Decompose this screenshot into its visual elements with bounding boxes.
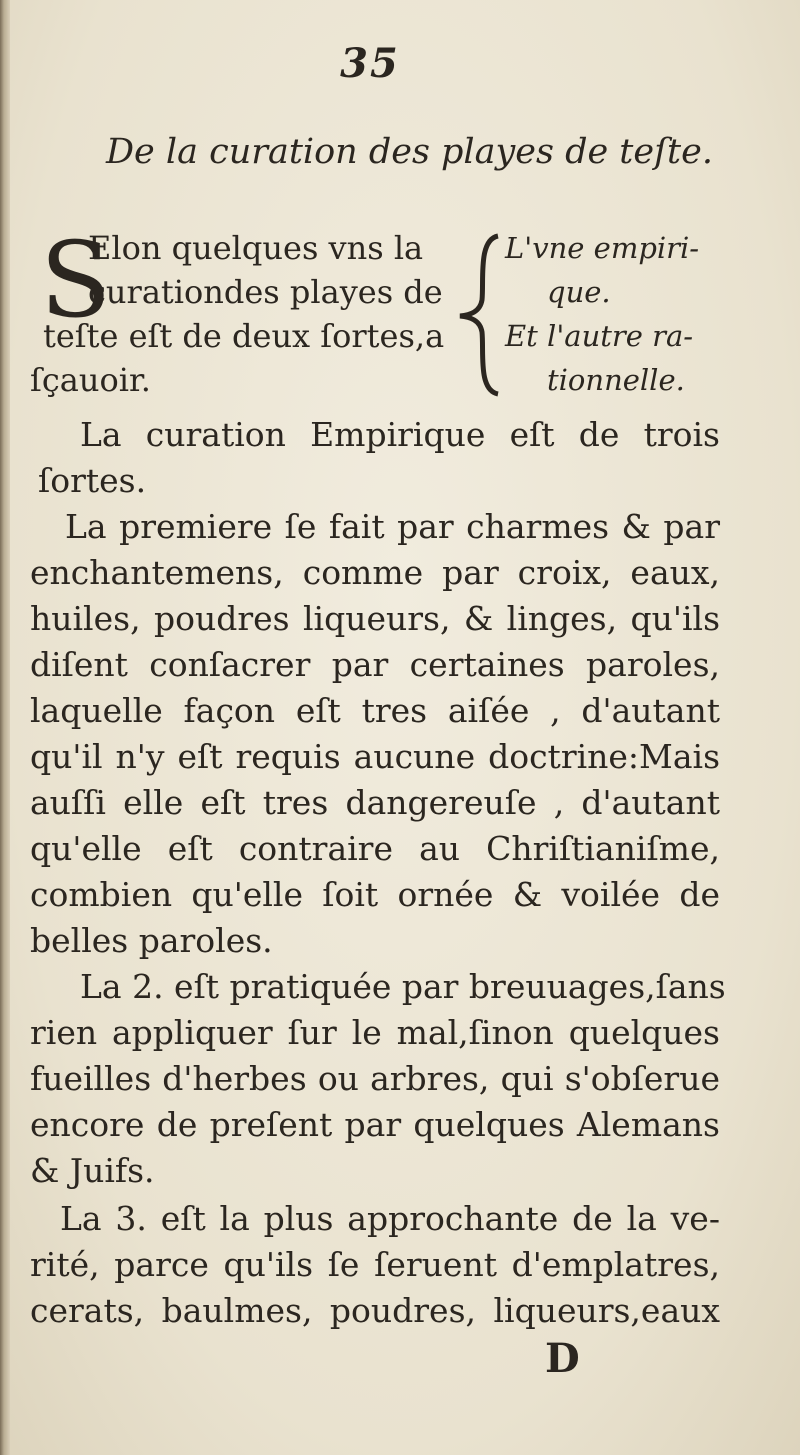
text-line: diſent conſacrer par certaines paroles, xyxy=(30,645,720,684)
text-line: encore de preſent par quelques Alemans xyxy=(30,1105,720,1144)
text-line: ſortes. xyxy=(38,461,147,500)
option-line: tionnelle. xyxy=(547,363,685,397)
drop-cap: S xyxy=(40,219,112,341)
text-line: fueilles d'herbes ou arbres, qui s'obſerue xyxy=(30,1059,720,1098)
text-line: & Juifs. xyxy=(30,1151,155,1190)
intro-line: ſçauoir. xyxy=(30,361,151,399)
text-line: cerats, baulmes, poudres, liqueurs,eaux xyxy=(30,1291,720,1330)
curly-brace-icon xyxy=(452,230,508,400)
text-line: qu'elle eſt contraire au Chriſtianiſme, xyxy=(30,829,720,868)
paragraph-1 xyxy=(30,412,720,504)
page-number: 35 xyxy=(340,40,400,87)
intro-line: curationdes playes de xyxy=(88,273,443,311)
chapter-heading: De la curation des playes de teſte. xyxy=(106,132,713,172)
text-line: rité, parce qu'ils ſe ſeruent d'emplatres, xyxy=(30,1245,720,1284)
text-line: auſſi elle eſt tres dangereuſe , d'autant xyxy=(30,783,720,822)
intro-line: Elon quelques vns la xyxy=(88,229,424,267)
signature-mark: D xyxy=(545,1335,580,1382)
paragraph-3 xyxy=(30,964,726,1194)
text-line: combien qu'elle ſoit ornée & voilée de xyxy=(30,875,720,914)
text-line: La 3. eſt la plus approchante de la ve- xyxy=(60,1199,720,1238)
text-line: rien appliquer ſur le mal,ſinon quelques xyxy=(30,1013,720,1052)
text-line: La premiere ſe fait par charmes & par xyxy=(65,507,720,546)
paragraph-2 xyxy=(30,504,720,964)
text-line: La 2. eſt pratiquée par breuuages,ſans xyxy=(80,967,726,1006)
option-line: que. xyxy=(547,275,611,309)
intro-line: teſte eſt de deux ſortes,a xyxy=(43,317,445,355)
option-line: Et l'autre ra- xyxy=(505,319,694,353)
text-line: qu'il n'y eſt requis aucune doctrine:Mais xyxy=(30,737,720,776)
binding-edge xyxy=(0,0,10,1455)
text-line: laquelle façon eſt tres aiſée , d'autant xyxy=(30,691,720,730)
text-line: huiles, poudres liqueurs, & linges, qu'ils xyxy=(30,599,720,638)
paragraph-4 xyxy=(30,1196,720,1334)
text-line: belles paroles. xyxy=(30,921,273,960)
text-line: La curation Empirique eſt de trois xyxy=(80,415,720,454)
option-line: L'vne empiri- xyxy=(505,231,700,265)
brace-options xyxy=(505,226,725,402)
text-line: enchantemens, comme par croix, eaux, xyxy=(30,553,720,592)
intro-text xyxy=(30,226,458,402)
